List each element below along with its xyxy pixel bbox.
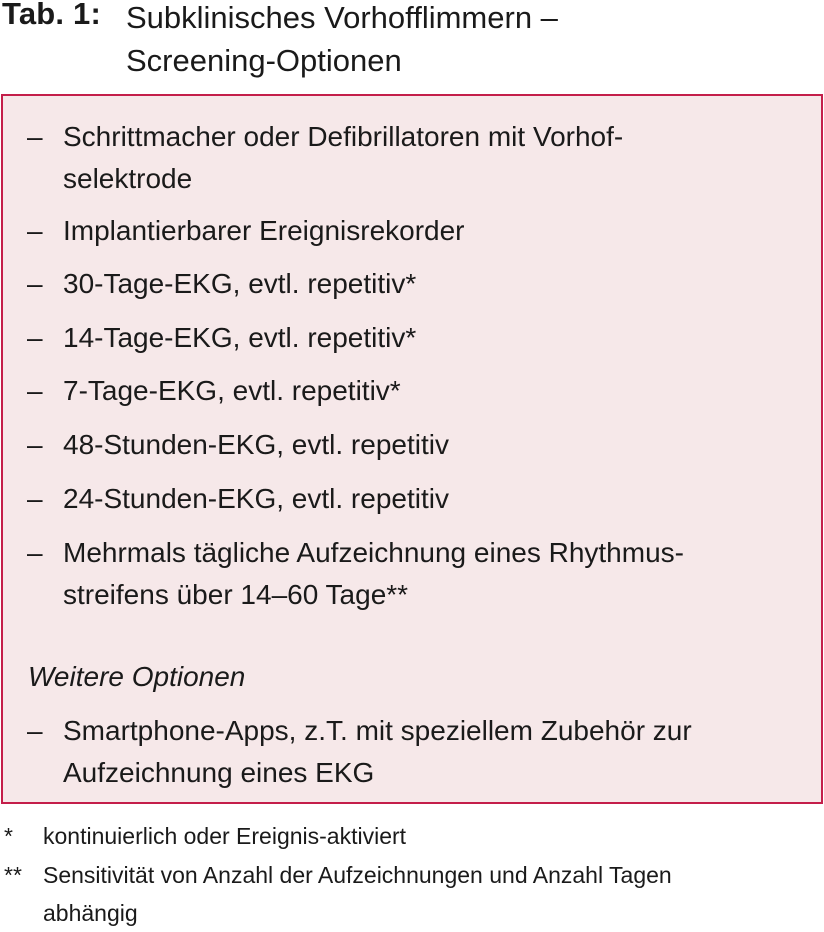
list-item-line: 30-Tage-EKG, evtl. repetitiv*	[63, 268, 417, 299]
footnote-line: kontinuierlich oder Ereignis-aktiviert	[43, 823, 407, 849]
list-item-line: Mehrmals tägliche Aufzeichnung eines Rhythmus-	[63, 537, 684, 568]
list-item-line: Implantierbarer Ereignisrekorder	[63, 215, 465, 246]
table-label: Tab. 1:	[2, 0, 102, 31]
list-item-text	[63, 532, 803, 616]
list-item-text	[63, 424, 803, 466]
list-item-line: selektrode	[63, 163, 193, 194]
list-item-line: Aufzeichnung eines EKG	[63, 757, 375, 788]
list-item-text	[63, 210, 803, 252]
footnote-mark: **	[4, 862, 22, 888]
table-title-text	[126, 0, 558, 82]
list-item-text	[63, 116, 803, 200]
list-item-line: streifens über 14–60 Tage**	[63, 579, 409, 610]
list-item-text	[63, 317, 803, 359]
list-item-line: Schrittmacher oder Defibrillatoren mit Vorhof-	[63, 121, 624, 152]
list-item-text	[63, 370, 803, 412]
list-item-text	[63, 478, 803, 520]
dash-bullet: –	[27, 429, 43, 460]
list-item-text	[63, 710, 803, 794]
table-title	[0, 0, 824, 80]
dash-bullet: –	[27, 215, 43, 246]
dash-bullet: –	[27, 375, 43, 406]
dash-bullet: –	[27, 268, 43, 299]
footnote-text	[43, 856, 672, 932]
screening-options-box	[1, 94, 823, 804]
dash-bullet: –	[27, 483, 43, 514]
footnote-text	[43, 817, 406, 855]
list-item-line: 7-Tage-EKG, evtl. repetitiv*	[63, 375, 401, 406]
further-options-heading: Weitere Optionen	[28, 661, 246, 692]
list-item-line: 24-Stunden-EKG, evtl. repetitiv	[63, 483, 449, 514]
dash-bullet: –	[27, 121, 43, 152]
dash-bullet: –	[27, 715, 43, 746]
list-item-line: Smartphone-Apps, z.T. mit speziellem Zubehör zur	[63, 715, 692, 746]
dash-bullet: –	[27, 537, 43, 568]
list-item-line: 48-Stunden-EKG, evtl. repetitiv	[63, 429, 449, 460]
table-title-line: Subklinisches Vorhofflimmern –	[126, 0, 558, 35]
dash-bullet: –	[27, 322, 43, 353]
footnote-line: Sensitivität von Anzahl der Aufzeichnungen und Anzahl Tagen	[43, 862, 672, 888]
list-item-line: 14-Tage-EKG, evtl. repetitiv*	[63, 322, 417, 353]
table-title-line: Screening-Optionen	[126, 43, 402, 78]
footnote-line: abhängig	[43, 900, 138, 926]
list-item-text	[63, 263, 803, 305]
footnote-mark: *	[4, 823, 13, 849]
